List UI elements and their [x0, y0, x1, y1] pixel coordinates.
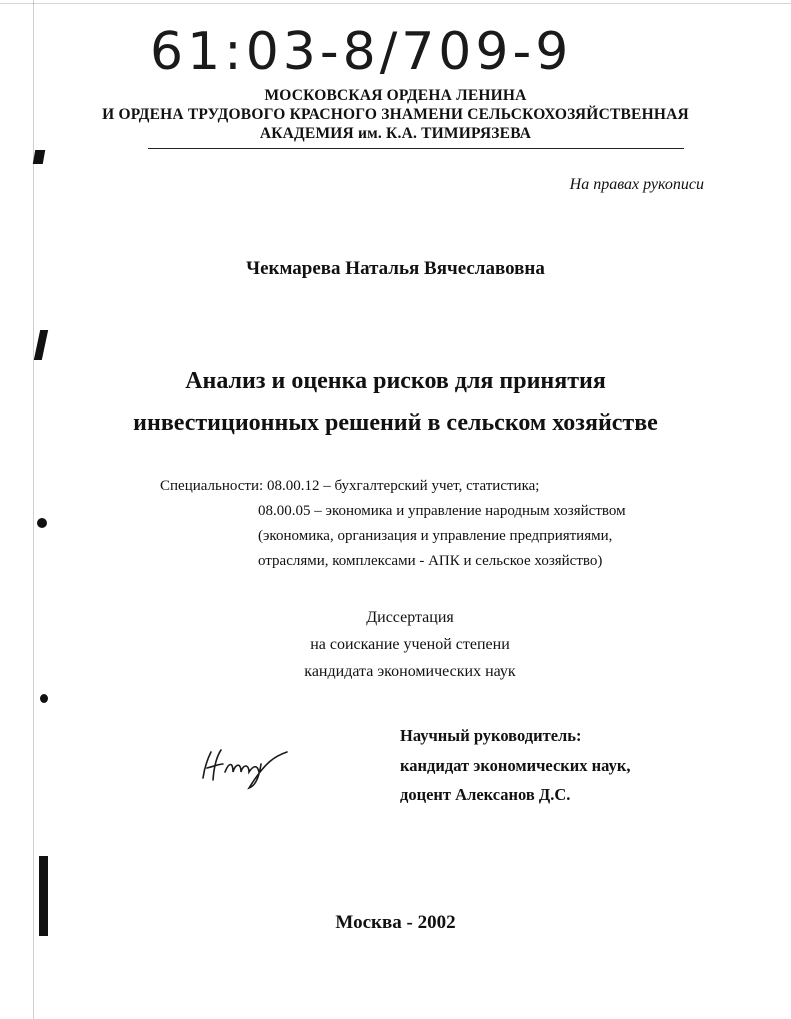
- specialties-label: Специальности:: [160, 478, 264, 494]
- specialty-line-4: отраслями, комплексами - АПК и сельское хозяйство): [258, 553, 603, 569]
- scan-mark-2: [34, 330, 48, 360]
- thesis-line-1: Диссертация: [366, 609, 454, 626]
- scan-mark-4: [40, 694, 48, 703]
- specialty-line-1: 08.00.12 – бухгалтерский учет, статистика;: [267, 478, 540, 494]
- scan-border-top: [0, 3, 791, 4]
- scan-mark-3: [37, 518, 47, 528]
- institution-line-3: АКАДЕМИЯ им. К.А. ТИМИРЯЗЕВА: [259, 125, 532, 142]
- specialty-line-2: 08.00.05 – экономика и управление народным хозяйством: [258, 503, 626, 519]
- thesis-line-3: кандидата экономических наук: [304, 663, 516, 680]
- institution-header: [0, 86, 791, 143]
- advisor-signature: [195, 742, 295, 792]
- title-line-1: Анализ и оценка рисков для принятия: [185, 368, 606, 394]
- advisor-line-2: кандидат экономических наук,: [400, 755, 631, 775]
- thesis-type: [250, 604, 570, 685]
- specialty-line-3: (экономика, организация и управление предприятиями,: [258, 528, 613, 544]
- title-line-2: инвестиционных решений в сельском хозяйстве: [133, 410, 658, 436]
- institution-line-2: И ОРДЕНА ТРУДОВОГО КРАСНОГО ЗНАМЕНИ СЕЛЬСКОХОЗЯЙСТВЕННАЯ: [102, 106, 689, 123]
- header-divider: [148, 148, 684, 149]
- advisor-line-3: доцент Алексанов Д.С.: [400, 785, 571, 804]
- advisor-line-1: Научный руководитель:: [400, 726, 582, 745]
- city-year: Москва - 2002: [335, 912, 456, 933]
- archive-number: 61:03-8/709-9: [150, 22, 573, 82]
- thesis-title: [0, 360, 791, 444]
- institution-line-1: МОСКОВСКАЯ ОРДЕНА ЛЕНИНА: [264, 87, 527, 104]
- scan-mark-1: [33, 150, 45, 164]
- scientific-advisor: [400, 721, 700, 810]
- rights-note: На правах рукописи: [569, 176, 704, 193]
- author-name: Чекмарева Наталья Вячеславовна: [246, 258, 545, 279]
- thesis-line-2: на соискание ученой степени: [310, 636, 510, 653]
